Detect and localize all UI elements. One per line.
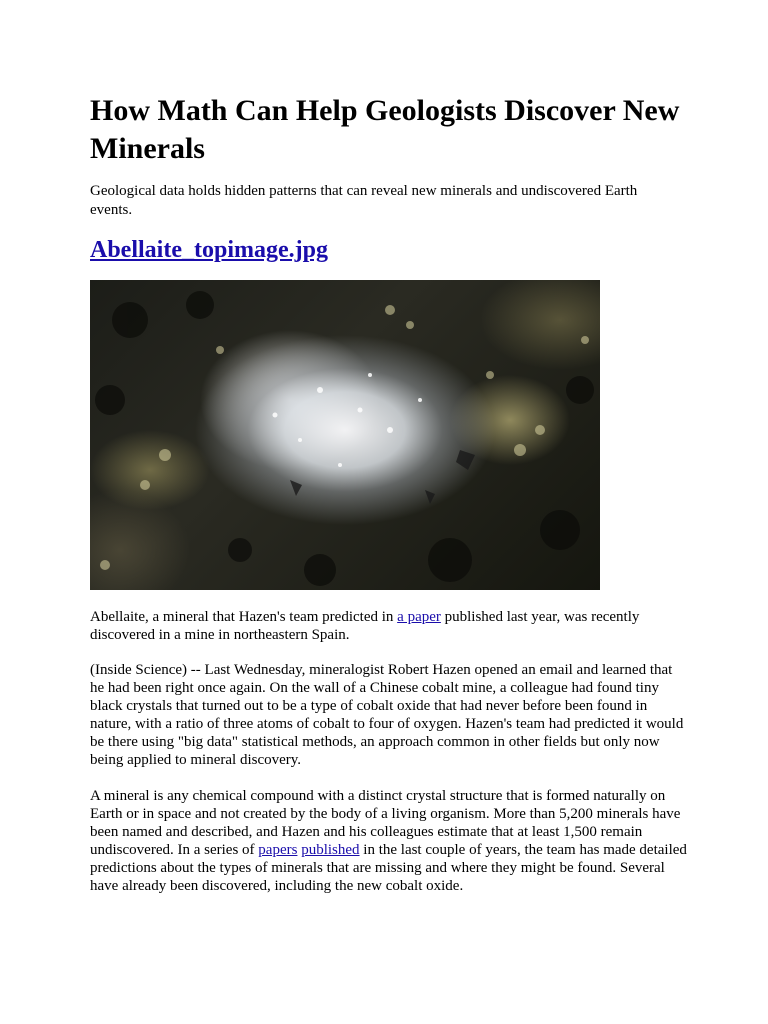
paragraph-inside-science: (Inside Science) -- Last Wednesday, mineralogist Robert Hazen opened an email and learned that he had been right once again. On the wall of a Chinese cobalt mine, a colleague had found tiny black crystals that turned out to be a type of cobalt oxide that had never before been found in nature, with a ratio of three atoms of cobalt to four of oxygen. Hazen's team had predicted it would be there using "big data" statistical methods, an approach common in other fields but only now being applied to mineral discovery. (90, 662, 684, 768)
paragraph-text-before: A mineral is any chemical compound with a distinct crystal structure that is formed naturally on Earth or in space and not created by the body of a living organism. More than 5,200 minerals have been named and described, and Hazen and his colleagues estimate that at least 1,500 remain undiscovered. In a series of (90, 788, 681, 858)
article-title: How Math Can Help Geologists Discover New Minerals (90, 94, 680, 165)
a-paper-link[interactable]: a paper (397, 609, 441, 625)
image-filename-link[interactable]: Abellaite_topimage.jpg (90, 237, 328, 263)
papers-link[interactable]: papers (258, 842, 298, 858)
crystal-texture (90, 280, 600, 590)
caption-text-after: published last year, was recently discovered in a mine in northeastern Spain. (90, 609, 640, 643)
paragraph-mineral-definition (90, 787, 690, 895)
published-link[interactable]: published (301, 842, 360, 858)
abellaite-photo (90, 280, 600, 590)
caption-text-before: Abellaite, a mineral that Hazen's team predicted in (90, 609, 398, 625)
article-subtitle: Geological data holds hidden patterns that can reveal new minerals and undiscovered Earth events. (90, 183, 638, 218)
image-caption (90, 608, 690, 644)
paragraph-text-after: in the last couple of years, the team has made detailed predictions about the types of minerals that are missing and where they might be found. Several have already been discovered, including the new cobalt oxide. (90, 842, 687, 894)
